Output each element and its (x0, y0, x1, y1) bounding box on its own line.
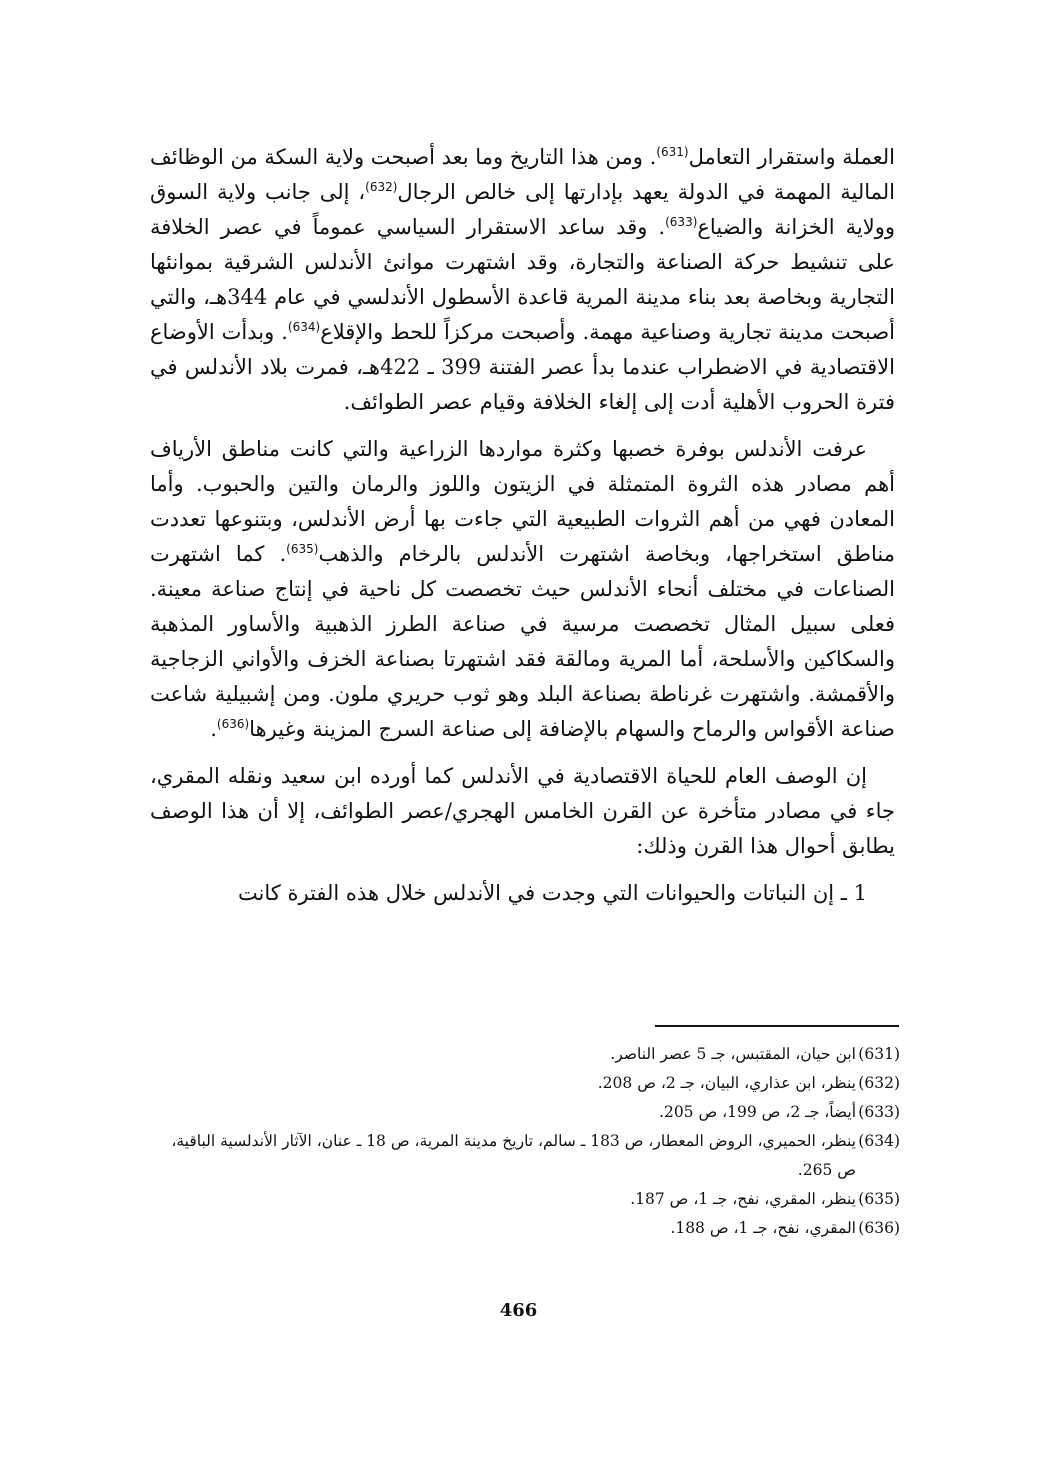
text-segment: . كما اشتهرت الصناعات في مختلف أنحاء الأندلس حيث تخصصت كل ناحية في إنتاج صناعة معينة. فعلى سبيل المثال تخصصت مرسية في صناعة الطرز الذهبية والأساور المذهبة والسكاكين والأسلحة، أما المرية ومالقة فقد اشتهرتا بصناعة الخزف والأواني الزجاجية والأقمشة. واشتهرت غرناطة بصناعة البلد وهو ثوب حريري ملون. ومن إشبيلية شاعت صناعة الأقواس والرماح والسهام بالإضافة إلى صناعة السرج المزينة وغيرها (150, 542, 895, 741)
text-segment: . وبدأت الأوضاع الاقتصادية في الاضطراب عندما بدأ عصر الفتنة 399 ـ 422هـ، فمرت بلاد الأندلس في فترة الحروب الأهلية أدت إلى إلغاء الخلافة وقيام عصر الطوائف. (150, 320, 895, 414)
footnote-631 (150, 1040, 900, 1069)
footnote-number: (635) (858, 1190, 900, 1208)
footnote-ref-634: (634) (287, 320, 321, 334)
footnote-number: (632) (858, 1074, 900, 1092)
footnotes (150, 1040, 900, 1243)
footnote-text: ينظر، الحميري، الروض المعطار، ص 183 ـ سالم، تاريخ مدينة المرية، ص 18 ـ عنان، الآثار الأندلسية الباقية، ص 265. (171, 1132, 856, 1179)
footnote-ref-635: (635) (286, 542, 319, 556)
text-segment: . ومن هذا التاريخ وما بعد أصبحت ولاية السكة من الوظائف المالية المهمة في الدولة يعهد بإدارتها إلى خالص الرجال (150, 145, 895, 204)
paragraph-resources-industries (150, 432, 895, 747)
footnote-text: ابن حيان، المقتبس، جـ 5 عصر الناصر. (610, 1045, 856, 1063)
footnote-ref-633: (633) (665, 215, 698, 229)
text-segment: عرفت الأندلس بوفرة خصبها وكثرة مواردها الزراعية والتي كانت مناطق الأرياف أهم مصادر هذه الثروة المتمثلة في الزيتون واللوز والرمان والتين والحبوب. وأما المعادن فهي من أهم الثروات الطبيعية التي جاءت بها أرض الأندلس، وبتنوعها تعددت مناطق استخراجها، وبخاصة اشتهرت الأندلس بالرخام والذهب (150, 437, 895, 566)
main-text (150, 140, 895, 911)
text-segment: إن الوصف العام للحياة الاقتصادية في الأندلس كما أورده ابن سعيد ونقله المقري، جاء في مصادر متأخرة عن القرن الخامس الهجري/عصر الطوائف، إلا أن هذا الوصف يطابق أحوال هذا القرن وذلك: (150, 764, 895, 858)
footnote-ref-631: (631) (656, 145, 689, 159)
footnote-number: (633) (858, 1103, 900, 1121)
text-segment: 1 ـ إن النباتات والحيوانات التي وجدت في الأندلس خلال هذه الفترة كانت (237, 881, 867, 905)
text-segment: العملة واستقرار التعامل (688, 145, 895, 169)
footnote-635 (150, 1185, 900, 1214)
paragraph-general-description (150, 759, 895, 864)
paragraph-economy-currency (150, 140, 895, 420)
text-segment: . وقد ساعد الاستقرار السياسي عموماً في عصر الخلافة على تنشيط حركة الصناعة والتجارة، وقد اشتهرت موانئ الأندلس الشرقية بموانئها التجارية وبخاصة بعد بناء مدينة المرية قاعدة الأسطول الأندلسي في عام 344هـ، والتي أصبحت مدينة تجارية وصناعية مهمة. وأصبحت مركزاً للحط والإقلاع (150, 215, 896, 344)
list-item-1 (150, 876, 895, 911)
footnote-633 (150, 1098, 900, 1127)
footnote-separator (655, 1025, 899, 1027)
footnote-632 (150, 1069, 900, 1098)
text-segment: ، إلى جانب ولاية السوق وولاية الخزانة والضياع (150, 180, 895, 239)
page-number: 466 (499, 1300, 538, 1321)
footnote-634 (150, 1127, 900, 1185)
footnote-number: (631) (858, 1045, 900, 1063)
footnote-text: المقري، نفح، جـ 1، ص 188. (670, 1219, 856, 1237)
footnote-text: أيضاً، جـ 2، ص 199، ص 205. (659, 1103, 856, 1121)
footnote-number: (634) (858, 1132, 900, 1150)
footnote-636 (150, 1214, 900, 1243)
footnote-ref-632: (632) (365, 180, 398, 194)
footnote-text: ينظر، المقري، نفح، جـ 1، ص 187. (630, 1190, 856, 1208)
footnote-number: (636) (858, 1219, 900, 1237)
footnote-ref-636: (636) (216, 717, 250, 731)
footnote-text: ينظر، ابن عذاري، البيان، جـ 2، ص 208. (597, 1074, 856, 1092)
text-segment: . (210, 717, 217, 741)
